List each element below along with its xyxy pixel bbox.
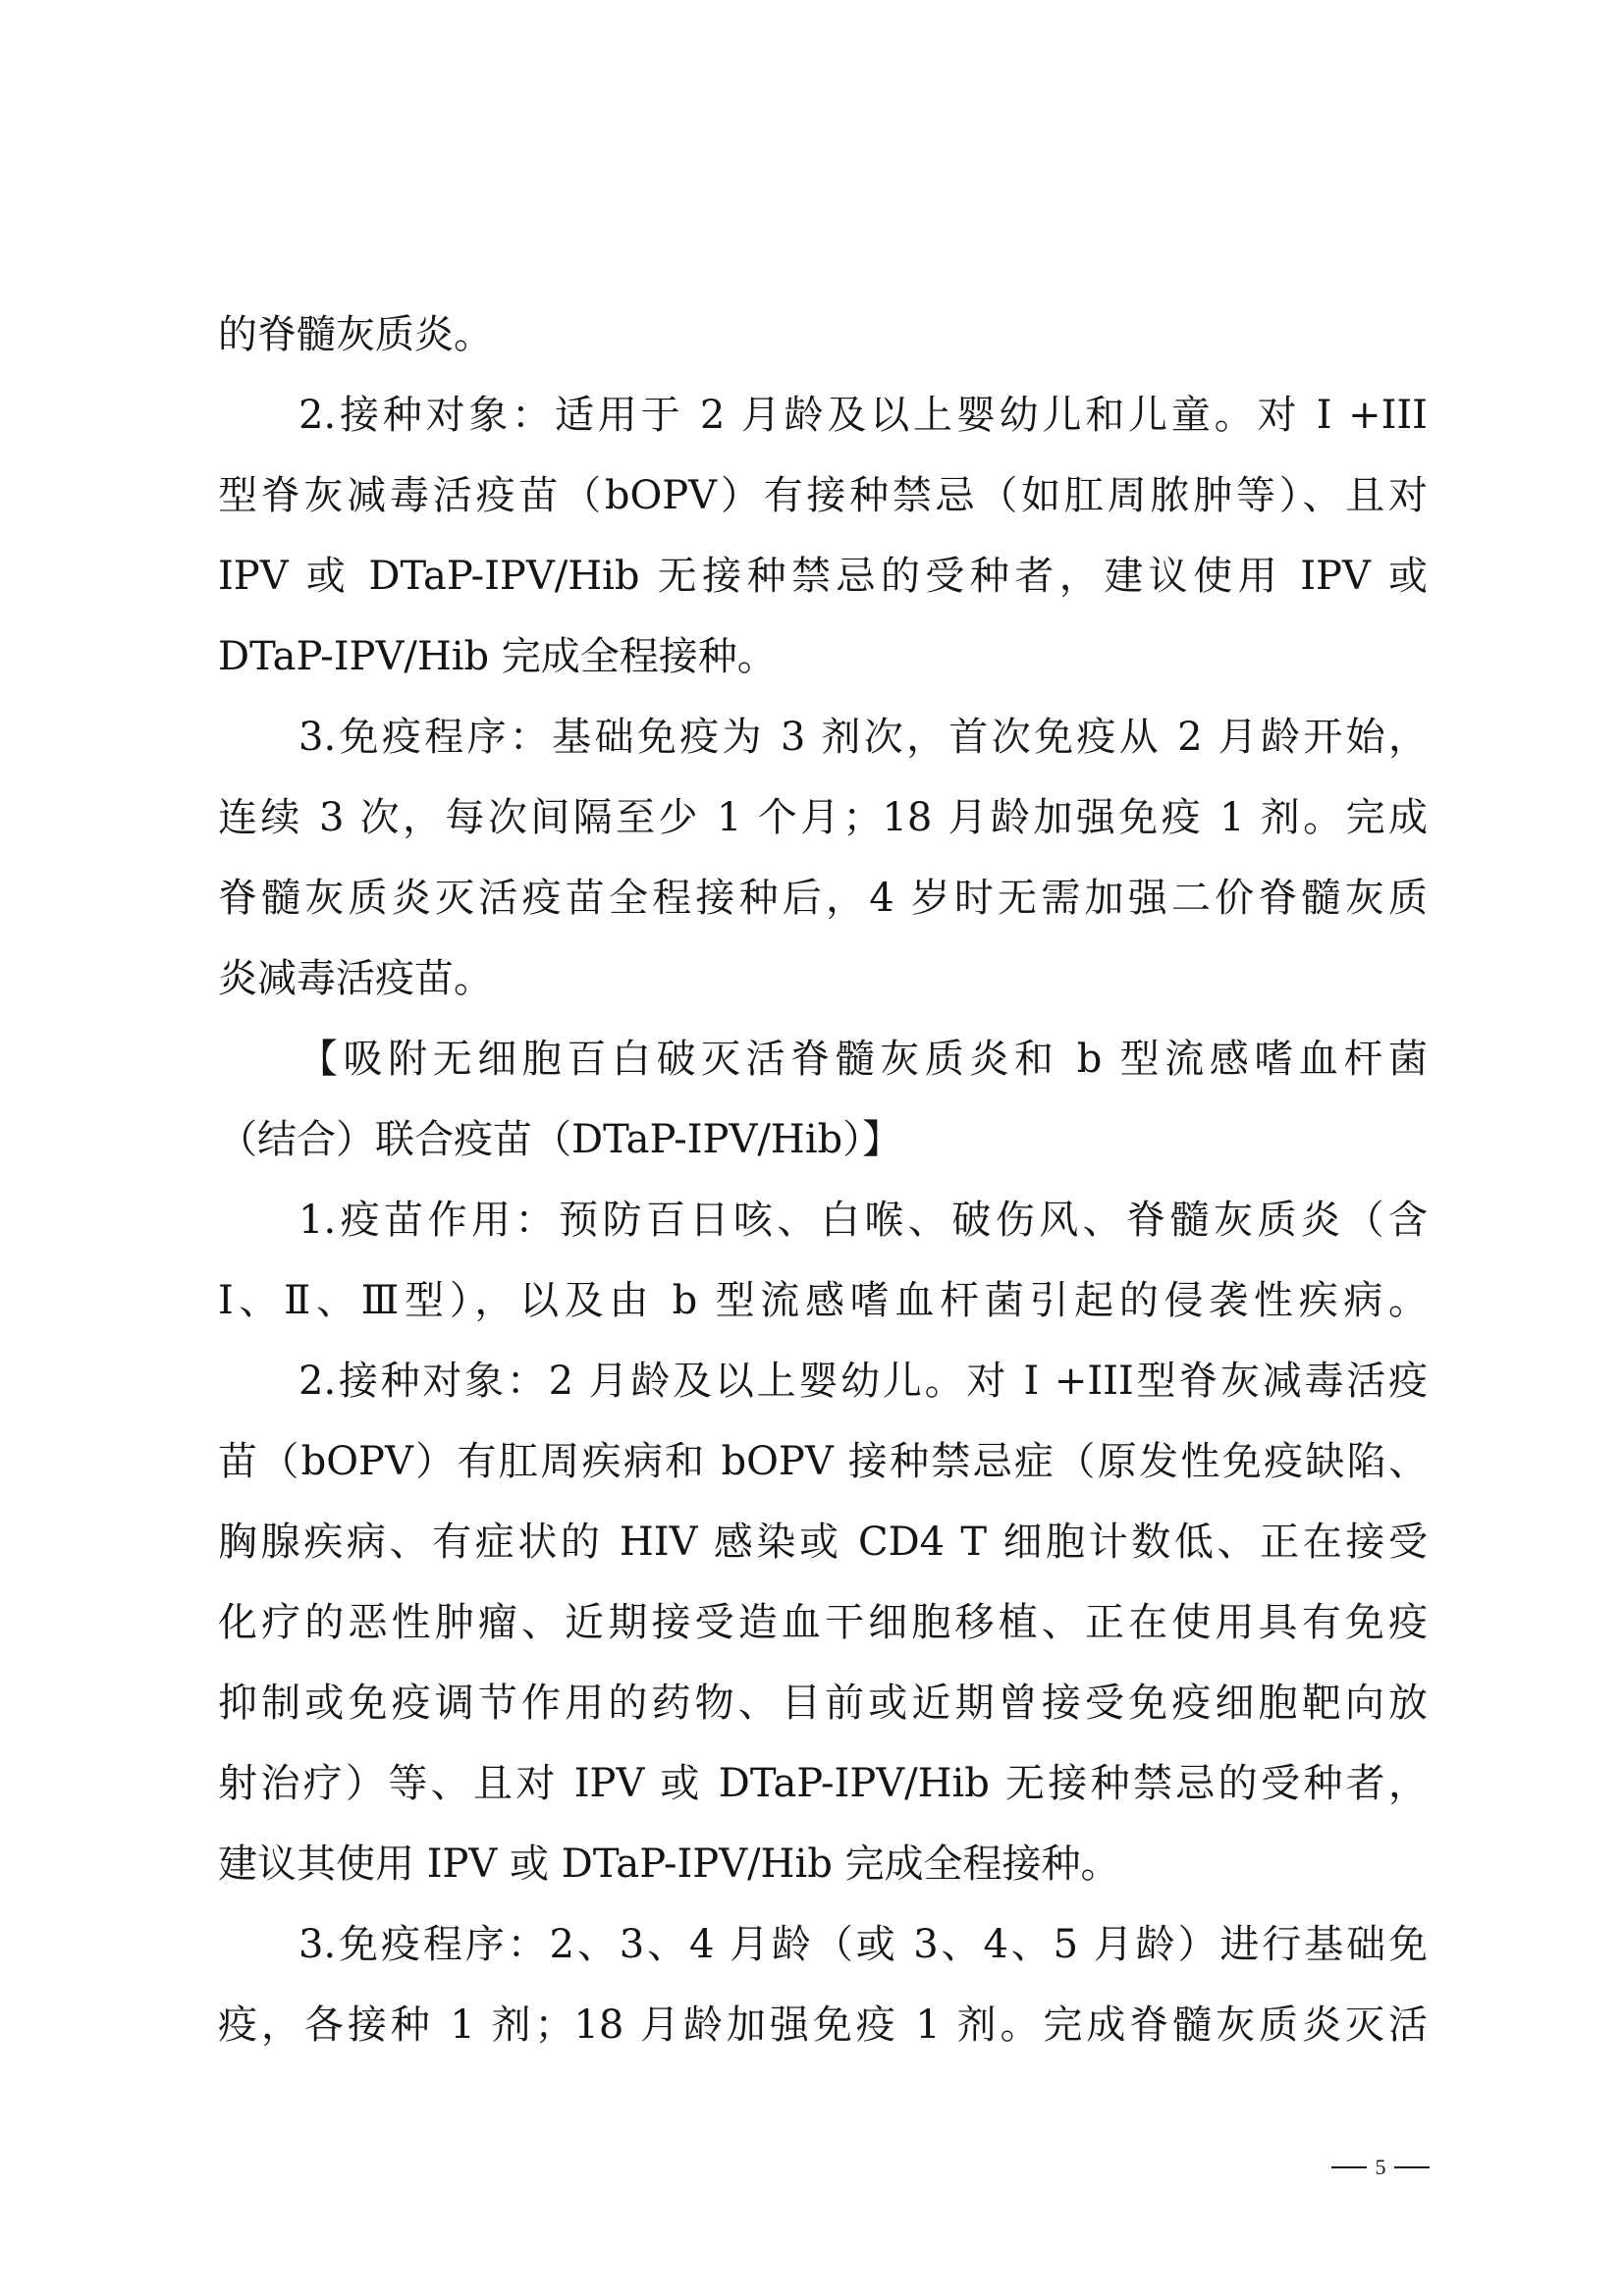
page-number-dash-left bbox=[1331, 2166, 1367, 2168]
body-text bbox=[218, 294, 1428, 2065]
text-line-7: 连续 3 次，每次间隔至少 1 个月；18 月龄加强免疫 1 剂。完成 bbox=[218, 795, 1428, 840]
text-line-22: 疫，各接种 1 剂；18 月龄加强免疫 1 剂。完成脊髓灰质炎灭活 bbox=[218, 2002, 1428, 2048]
text-line-13: Ⅰ、Ⅱ、Ⅲ型），以及由 b 型流感嗜血杆菌引起的侵袭性疾病。 bbox=[218, 1278, 1428, 1323]
text-line-17: 化疗的恶性肿瘤、近期接受造血干细胞移植、正在使用具有免疫 bbox=[218, 1600, 1428, 1645]
text-line-14: 2.接种对象：2 月龄及以上婴幼儿。对 I +III型脊灰减毒活疫 bbox=[298, 1359, 1428, 1404]
page-number-text: 5 bbox=[1375, 2155, 1386, 2179]
section-heading-line-2: （结合）联合疫苗（DTaP-IPV/Hib）】 bbox=[218, 1117, 902, 1162]
text-line-6: 3.免疫程序：基础免疫为 3 剂次，首次免疫从 2 月龄开始， bbox=[298, 715, 1428, 760]
text-line-15: 苗（bOPV）有肛周疾病和 bOPV 接种禁忌症（原发性免疫缺陷、 bbox=[218, 1439, 1428, 1484]
text-line-18: 抑制或免疫调节作用的药物、目前或近期曾接受免疫细胞靶向放 bbox=[218, 1681, 1428, 1726]
text-line-5: DTaP-IPV/Hib 完成全程接种。 bbox=[218, 634, 777, 679]
text-line-9: 炎减毒活疫苗。 bbox=[218, 956, 493, 1001]
text-line-16: 胸腺疾病、有症状的 HIV 感染或 CD4 T 细胞计数低、正在接受 bbox=[218, 1520, 1428, 1565]
text-line-4: IPV 或 DTaP-IPV/Hib 无接种禁忌的受种者，建议使用 IPV 或 bbox=[218, 554, 1428, 599]
page-number-dash-right bbox=[1394, 2166, 1430, 2168]
section-heading-line-1: 【吸附无细胞百白破灭活脊髓灰质炎和 b 型流感嗜血杆菌 bbox=[298, 1037, 1428, 1082]
text-line-2: 2.接种对象：适用于 2 月龄及以上婴幼儿和儿童。对 I +III bbox=[298, 393, 1428, 438]
text-line-19: 射治疗）等、且对 IPV 或 DTaP-IPV/Hib 无接种禁忌的受种者， bbox=[218, 1761, 1428, 1806]
text-line-12: 1.疫苗作用：预防百日咳、白喉、破伤风、脊髓灰质炎（含 bbox=[298, 1198, 1428, 1243]
text-line-3: 型脊灰减毒活疫苗（bOPV）有接种禁忌（如肛周脓肿等）、且对 bbox=[218, 473, 1428, 518]
text-line-20: 建议其使用 IPV 或 DTaP-IPV/Hib 完成全程接种。 bbox=[218, 1842, 1120, 1887]
text-line-21: 3.免疫程序：2、3、4 月龄（或 3、4、5 月龄）进行基础免 bbox=[298, 1922, 1428, 1967]
page-number bbox=[1331, 2153, 1430, 2182]
text-line-1: 的脊髓灰质炎。 bbox=[218, 312, 493, 357]
text-line-8: 脊髓灰质炎灭活疫苗全程接种后，4 岁时无需加强二价脊髓灰质 bbox=[218, 876, 1428, 921]
